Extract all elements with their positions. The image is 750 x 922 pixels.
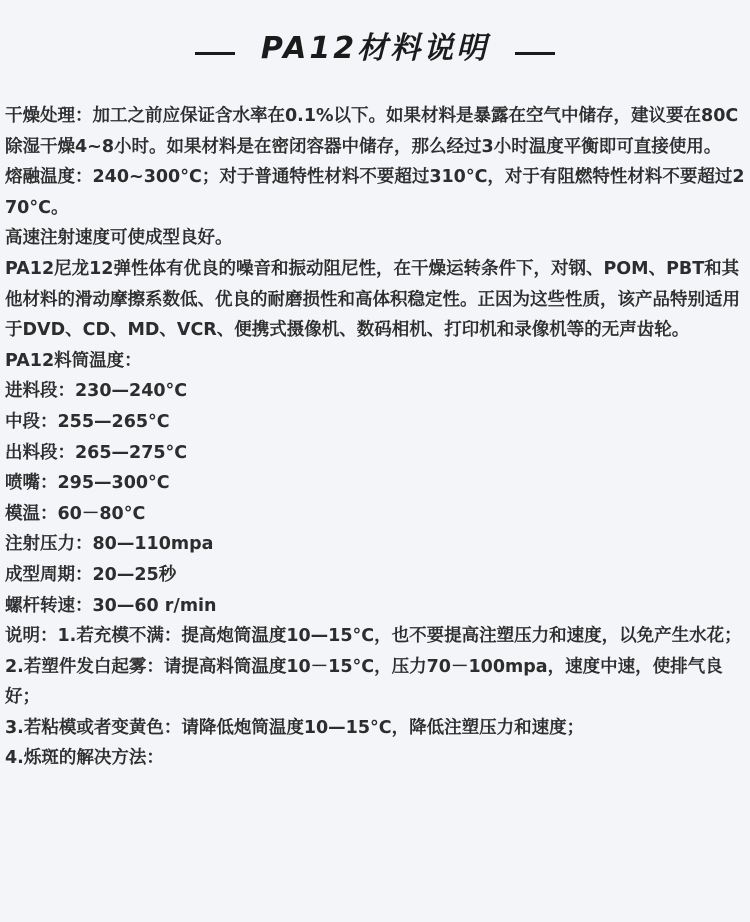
paragraph-cycle-time: 成型周期：20—25秒 <box>5 564 177 585</box>
paragraph-properties: PA12尼龙12弹性体有优良的噪音和振动阻尼性，在干燥运转条件下，对钢、POM、PBT和其他材料的滑动摩擦系数低、优良的耐磨损性和高体积稳定性。正因为这些性质，该产品特别适用于DVD、CD、MD、VCR、便携式摄像机、数码相机、打印机和录像机等的无声齿轮。 <box>5 258 740 341</box>
paragraph-injection-pressure: 注射压力：80—110mpa <box>5 534 214 555</box>
paragraph-middle-zone: 中段：255—265°C <box>5 411 170 432</box>
paragraph-nozzle: 喷嘴：295—300°C <box>5 473 170 494</box>
paragraph-barrel-temp-heading: PA12料筒温度： <box>5 350 142 371</box>
paragraph-note-2: 2.若塑件发白起雾：请提高料筒温度10－15°C，压力70－100mpa，速度中速，使排气良好； <box>5 656 723 708</box>
paragraph-note-4: 4.烁斑的解决方法： <box>5 748 164 769</box>
content-body <box>5 101 745 774</box>
title-right-dash <box>515 52 555 55</box>
page-title: PA12材料说明 <box>260 31 490 66</box>
paragraph-note-3: 3.若粘模或者变黄色：请降低炮筒温度10—15°C，降低注塑压力和速度； <box>5 717 585 738</box>
paragraph-drying: 干燥处理：加工之前应保证含水率在0.1%以下。如果材料是暴露在空气中储存，建议要在80C除湿干燥4~8小时。如果材料是在密闭容器中储存，那么经过3小时温度平衡即可直接使用。 <box>5 106 739 157</box>
paragraph-mold-temp: 模温：60－80°C <box>5 503 146 524</box>
paragraph-feed-zone: 进料段：230—240°C <box>5 381 188 402</box>
title-left-dash <box>195 52 235 55</box>
paragraph-screw-speed: 螺杆转速：30—60 r/min <box>5 595 217 616</box>
paragraph-injection-speed: 高速注射速度可使成型良好。 <box>5 228 233 249</box>
header <box>0 24 750 74</box>
paragraph-note-1: 说明：1.若充模不满：提高炮筒温度10—15°C，也不要提高注塑压力和速度，以免产生水花； <box>5 626 742 647</box>
paragraph-melt-temp: 熔融温度：240~300°C；对于普通特性材料不要超过310°C，对于有阻燃特性材料不要超过270°C。 <box>5 167 745 218</box>
paragraph-discharge-zone: 出料段：265—275°C <box>5 442 188 463</box>
